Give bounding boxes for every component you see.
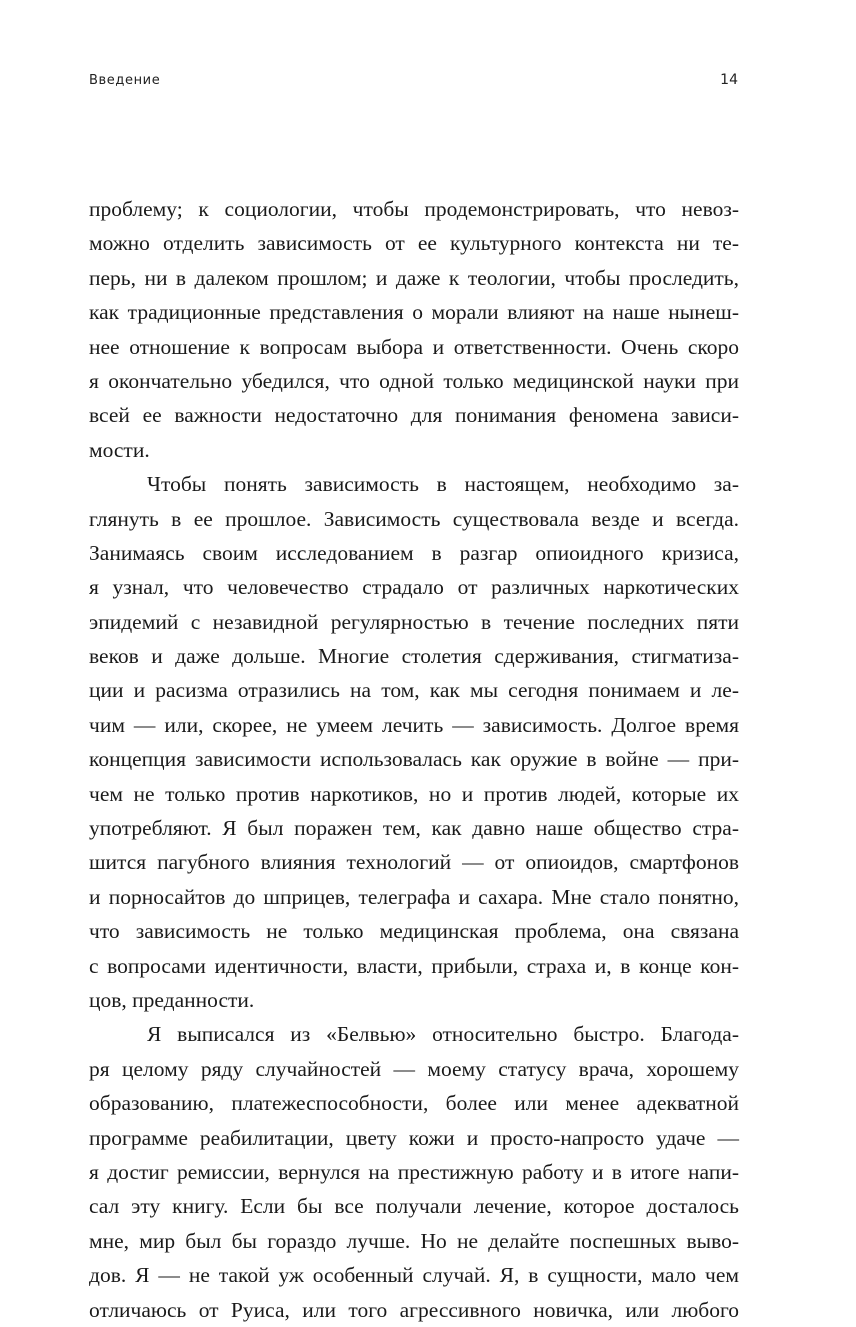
text-line: мости. (89, 437, 150, 462)
text-line: отличаюсь от Руиса, или того агрессивного новичка, или любого (89, 1297, 739, 1322)
body-text (89, 192, 739, 1327)
text-line: эпидемий с незавидной регулярностью в течение последних пяти (89, 609, 739, 634)
text-line: цов, преданности. (89, 987, 255, 1012)
text-line: как традиционные представления о морали влияют на наше нынеш- (89, 300, 739, 325)
text-line: можно отделить зависимость от ее культурного контекста ни те- (89, 231, 739, 256)
text-line: я окончательно убедился, что одной только медицинской науки при (89, 368, 739, 393)
text-line: проблему; к социологии, чтобы продемонстрировать, что невоз- (89, 197, 739, 221)
text-line: перь, ни в далеком прошлом; и даже к теологии, чтобы проследить, (89, 265, 739, 290)
text-line: всей ее важности недостаточно для понимания феномена зависи- (89, 403, 739, 428)
running-head: Введение (89, 73, 161, 88)
text-line: концепция зависимости использовалась как оружие в войне — при- (89, 747, 739, 772)
text-line: что зависимость не только медицинская проблема, она связана (89, 919, 739, 944)
text-line: ря целому ряду случайностей — моему статусу врача, хорошему (89, 1056, 739, 1081)
text-line: Занимаясь своим исследованием в разгар опиоидного кризиса, (89, 540, 739, 565)
text-line: Чтобы понять зависимость в настоящем, необходимо за- (147, 472, 739, 497)
text-line: чем не только против наркотиков, но и против людей, которые их (89, 781, 739, 806)
text-line: я достиг ремиссии, вернулся на престижную работу и в итоге напи- (89, 1159, 739, 1184)
text-line: сал эту книгу. Если бы все получали лечение, которое досталось (89, 1194, 739, 1219)
text-line: и порносайтов до шприцев, телеграфа и сахара. Мне стало понятно, (89, 884, 739, 909)
text-line: шится пагубного влияния технологий — от опиоидов, смартфонов (89, 850, 739, 875)
text-line: веков и даже дольше. Многие столетия сдерживания, стигматиза- (89, 644, 739, 669)
page-number: 14 (720, 72, 738, 88)
text-line: с вопросами идентичности, власти, прибыли, страха и, в конце кон- (89, 953, 739, 978)
text-line: программе реабилитации, цвету кожи и просто-напросто удаче — (89, 1125, 739, 1150)
text-line: дов. Я — не такой уж особенный случай. Я, в сущности, мало чем (89, 1263, 739, 1288)
text-line: образованию, платежеспособности, более или менее адекватной (89, 1091, 739, 1116)
text-line: чим — или, скорее, не умеем лечить — зависимость. Долгое время (89, 712, 739, 737)
text-line: Я выписался из «Белвью» относительно быстро. Благода- (147, 1022, 739, 1047)
text-line: мне, мир был бы гораздо лучше. Но не делайте поспешных выво- (89, 1228, 739, 1253)
text-line: ции и расизма отразились на том, как мы сегодня понимаем и ле- (89, 678, 739, 703)
text-line: я узнал, что человечество страдало от различных наркотических (89, 575, 739, 600)
text-line: глянуть в ее прошлое. Зависимость существовала везде и всегда. (89, 506, 739, 531)
text-line: нее отношение к вопросам выбора и ответственности. Очень скоро (89, 334, 739, 359)
text-line: употребляют. Я был поражен тем, как давно наше общество стра- (89, 816, 739, 841)
